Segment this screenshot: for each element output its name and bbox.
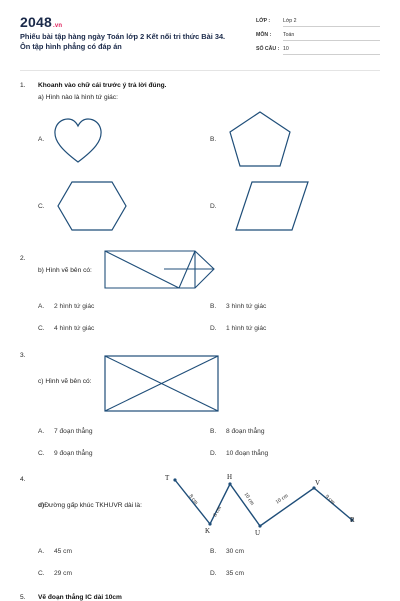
pentagon-shape	[228, 110, 292, 168]
q2-option-d-letter[interactable]: D.	[210, 325, 217, 332]
q2-figure	[104, 250, 216, 290]
q4-option-d-text: 35 cm	[226, 570, 244, 577]
q4-number: 4.	[20, 476, 26, 483]
q2-option-b-letter[interactable]: B.	[210, 303, 217, 310]
q2-option-b-text: 3 hình tứ giác	[226, 303, 267, 310]
length-uv: 10 cm	[274, 492, 290, 506]
q3-option-d-text: 10 đoạn thẳng	[226, 450, 269, 457]
title-line-2: Ôn tập hình phẳng có đáp án	[20, 42, 122, 51]
q3-question: c) Hình vẽ bên có:	[38, 378, 92, 385]
q3-figure	[104, 355, 220, 413]
length-tk: 8 cm	[187, 493, 199, 506]
q3-number: 3.	[20, 352, 26, 359]
subject-line	[283, 40, 380, 41]
q1-number: 1.	[20, 82, 26, 89]
q2-option-c-text: 4 hình tứ giác	[54, 325, 95, 332]
point-t: T	[165, 474, 170, 482]
count-line	[283, 54, 380, 55]
length-hu: 10 cm	[242, 491, 256, 507]
count-value: 10	[283, 46, 289, 52]
q4-option-b-letter[interactable]: B.	[210, 548, 217, 555]
length-kh: 8 cm	[212, 505, 223, 518]
q3-option-d-letter[interactable]: D.	[210, 450, 217, 457]
q2-option-a-letter[interactable]: A.	[38, 303, 45, 310]
q3-option-b-letter[interactable]: B.	[210, 428, 217, 435]
q4-option-d-letter[interactable]: D.	[210, 570, 217, 577]
q4-question-text: Đường gấp khúc TKHUVR dài là:	[44, 502, 142, 509]
worksheet-title	[20, 32, 235, 52]
class-line	[283, 26, 380, 27]
q3-option-a-letter[interactable]: A.	[38, 428, 45, 435]
q5-number: 5.	[20, 594, 26, 601]
q4-question	[38, 502, 142, 509]
q2-option-a-text: 2 hình tứ giác	[54, 303, 95, 310]
count-label: SỐ CÂU :	[256, 46, 280, 52]
q3-option-c-text: 9 đoạn thẳng	[54, 450, 93, 457]
q4-question-prefix: d)	[38, 502, 45, 509]
class-value: Lớp 2	[283, 18, 297, 24]
point-h: H	[227, 473, 233, 481]
point-v: V	[315, 479, 321, 487]
q4-option-c-letter[interactable]: C.	[38, 570, 45, 577]
logo-suffix: .vn	[52, 23, 63, 29]
q1-option-d[interactable]: D.	[210, 203, 217, 210]
q1-subquestion: a) Hình nào là hình tứ giác:	[38, 94, 118, 101]
q5-text: Vẽ đoạn thẳng IC dài 10cm	[38, 594, 122, 601]
q4-option-c-text: 29 cm	[54, 570, 72, 577]
q3-option-c-letter[interactable]: C.	[38, 450, 45, 457]
q2-question: b) Hình vẽ bên có:	[38, 267, 92, 274]
class-label: LỚP :	[256, 18, 271, 24]
q4-option-b-text: 30 cm	[226, 548, 244, 555]
logo-text: 2048	[20, 14, 52, 30]
heart-shape	[52, 117, 106, 167]
q4-option-a-letter[interactable]: A.	[38, 548, 45, 555]
q2-option-c-letter[interactable]: C.	[38, 325, 45, 332]
q4-polyline-figure	[160, 470, 360, 540]
title-line-1: Phiếu bài tập hàng ngày Toán lớp 2 Kết nối tri thức Bài 34.	[20, 32, 226, 41]
q3-option-a-text: 7 đoạn thẳng	[54, 428, 93, 435]
point-k: K	[205, 527, 211, 535]
q4-option-a-text: 45 cm	[54, 548, 72, 555]
q1-option-b[interactable]: B.	[210, 136, 217, 143]
parallelogram-shape	[234, 180, 310, 232]
site-logo	[20, 14, 62, 30]
hexagon-shape	[56, 180, 128, 232]
subject-value: Toán	[283, 32, 295, 38]
q1-option-c[interactable]: C.	[38, 203, 45, 210]
q2-option-d-text: 1 hình tứ giác	[226, 325, 267, 332]
header-divider	[20, 70, 380, 71]
q1-instruction: Khoanh vào chữ cái trước ý trả lời đúng.	[38, 82, 167, 89]
length-vr: 9 cm	[323, 494, 336, 506]
q2-number: 2.	[20, 255, 26, 262]
point-r: R	[350, 516, 355, 524]
point-u: U	[255, 529, 261, 537]
subject-label: MÔN :	[256, 32, 272, 38]
q1-option-a[interactable]: A.	[38, 136, 45, 143]
q3-option-b-text: 8 đoạn thẳng	[226, 428, 265, 435]
